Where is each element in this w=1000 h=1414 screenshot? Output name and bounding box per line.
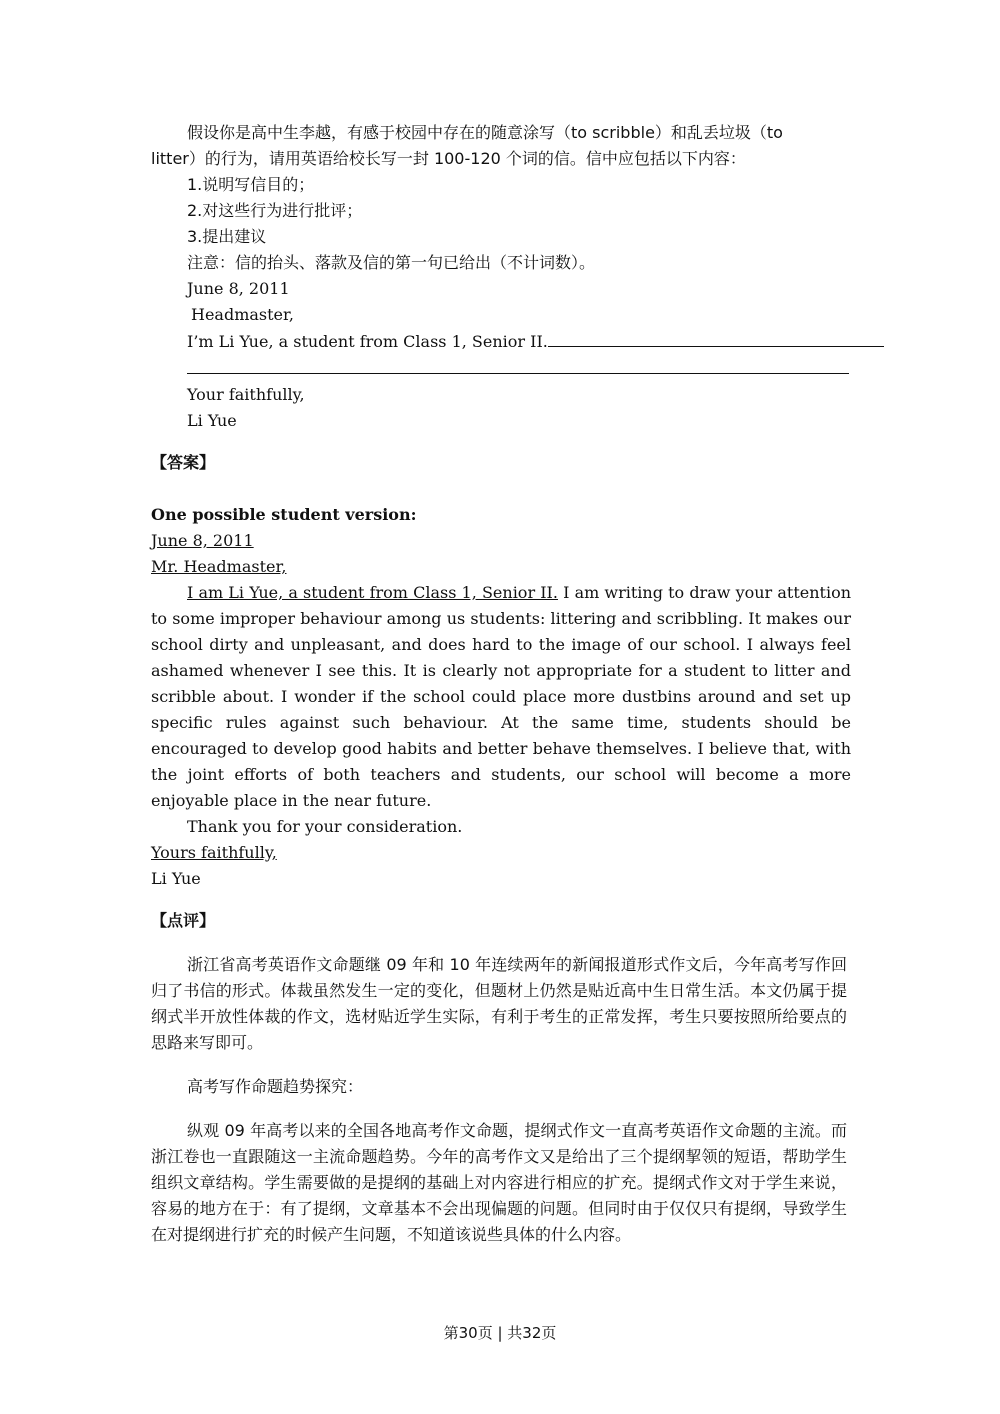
answer-closing-text: Yours faithfully, xyxy=(151,843,277,862)
prompt-item-2: 2.对这些行为进行批评； xyxy=(187,201,363,220)
prompt-item-1: 1.说明写信目的； xyxy=(187,175,315,194)
answer-heading: 【答案】 xyxy=(151,453,216,472)
answer-thanks: Thank you for your consideration. xyxy=(187,817,463,836)
prompt-line-2: litter）的行为，请用英语给校长写一封 100-120 个词的信。信中应包括以下内容： xyxy=(151,149,746,168)
prompt-signature: Li Yue xyxy=(187,411,237,430)
answer-blank-1 xyxy=(548,328,884,347)
comment-heading: 【点评】 xyxy=(151,911,216,930)
prompt-note: 注意：信的抬头、落款及信的第一句已给出（不计词数）。 xyxy=(187,253,596,272)
answer-salutation xyxy=(151,554,851,580)
prompt-date: June 8, 2011 xyxy=(187,279,290,298)
prompt-line-1: 假设你是高中生李越，有感于校园中存在的随意涂写（to scribble）和乱丢垃圾（to xyxy=(187,123,783,142)
comment-paragraph-3: 纵观 09 年高考以来的全国各地高考作文命题，提纲式作文一直高考英语作文命题的主流。而浙江卷也一直跟随这一主流命题趋势。今年的高考作文又是给出了三个提纲挈领的短语，帮助学生组织文章结构。学生需要做的是提纲的基础上对内容进行相应的扩充。提纲式作文对于学生来说，容易的地方在于：有了提纲，文章基本不会出现偏题的问题。但同时由于仅仅只有提纲，导致学生在对提纲进行扩充的时候产生问题，不知道该说些具体的什么内容。 xyxy=(151,1121,847,1244)
comment-paragraph-1: 浙江省高考英语作文命题继 09 年和 10 年连续两年的新闻报道形式作文后，今年高考写作回归了书信的形式。体裁虽然发生一定的变化，但题材上仍然是贴近高中生日常生活。本文仍属于提纲式半开放性体裁的作文，选材贴近学生实际，有利于考生的正常发挥，考生只要按照所给要点的思路来写即可。 xyxy=(151,955,847,1052)
prompt-section xyxy=(151,120,851,434)
prompt-salutation: Headmaster, xyxy=(191,305,294,324)
prompt-opening-line xyxy=(151,328,851,355)
page-footer: 第30页 | 共32页 xyxy=(443,1324,557,1342)
comment-paragraph-2: 高考写作命题趋势探究： xyxy=(187,1077,364,1096)
answer-blank-2 xyxy=(187,355,849,374)
prompt-item-3: 3.提出建议 xyxy=(187,227,267,246)
answer-date-text: June 8, 2011 xyxy=(151,531,254,550)
prompt-opening: I’m Li Yue, a student from Class 1, Senior II. xyxy=(187,332,548,351)
answer-opening: I am Li Yue, a student from Class 1, Senior II. xyxy=(187,583,558,602)
prompt-closing: Your faithfully, xyxy=(187,385,305,404)
answer-body-text: I am writing to draw your attention to some improper behaviour among us students: littering and scribbling. It makes our school dirty and unpleasant, and does hard to the image of our school. I always feel ashamed whenever I see this. It is clearly not appropriate for a student to litter and scribble about. I wonder if the school could place more dustbins around and set up specific rules against such behaviour. At the same time, students should be encouraged to develop good habits and better behave themselves. I believe that, with the joint efforts of both teachers and students, our school will become a more enjoyable place in the near future. xyxy=(151,583,852,810)
prompt-blank-line xyxy=(151,355,851,382)
comment-section xyxy=(151,908,851,1248)
answer-salutation-text: Mr. Headmaster, xyxy=(151,557,287,576)
answer-signature: Li Yue xyxy=(151,869,201,888)
answer-version-label: One possible student version: xyxy=(151,505,417,524)
answer-closing xyxy=(151,840,851,866)
document-page xyxy=(151,120,851,1248)
answer-date xyxy=(151,528,851,554)
answer-body xyxy=(151,580,851,814)
answer-section xyxy=(151,450,851,892)
